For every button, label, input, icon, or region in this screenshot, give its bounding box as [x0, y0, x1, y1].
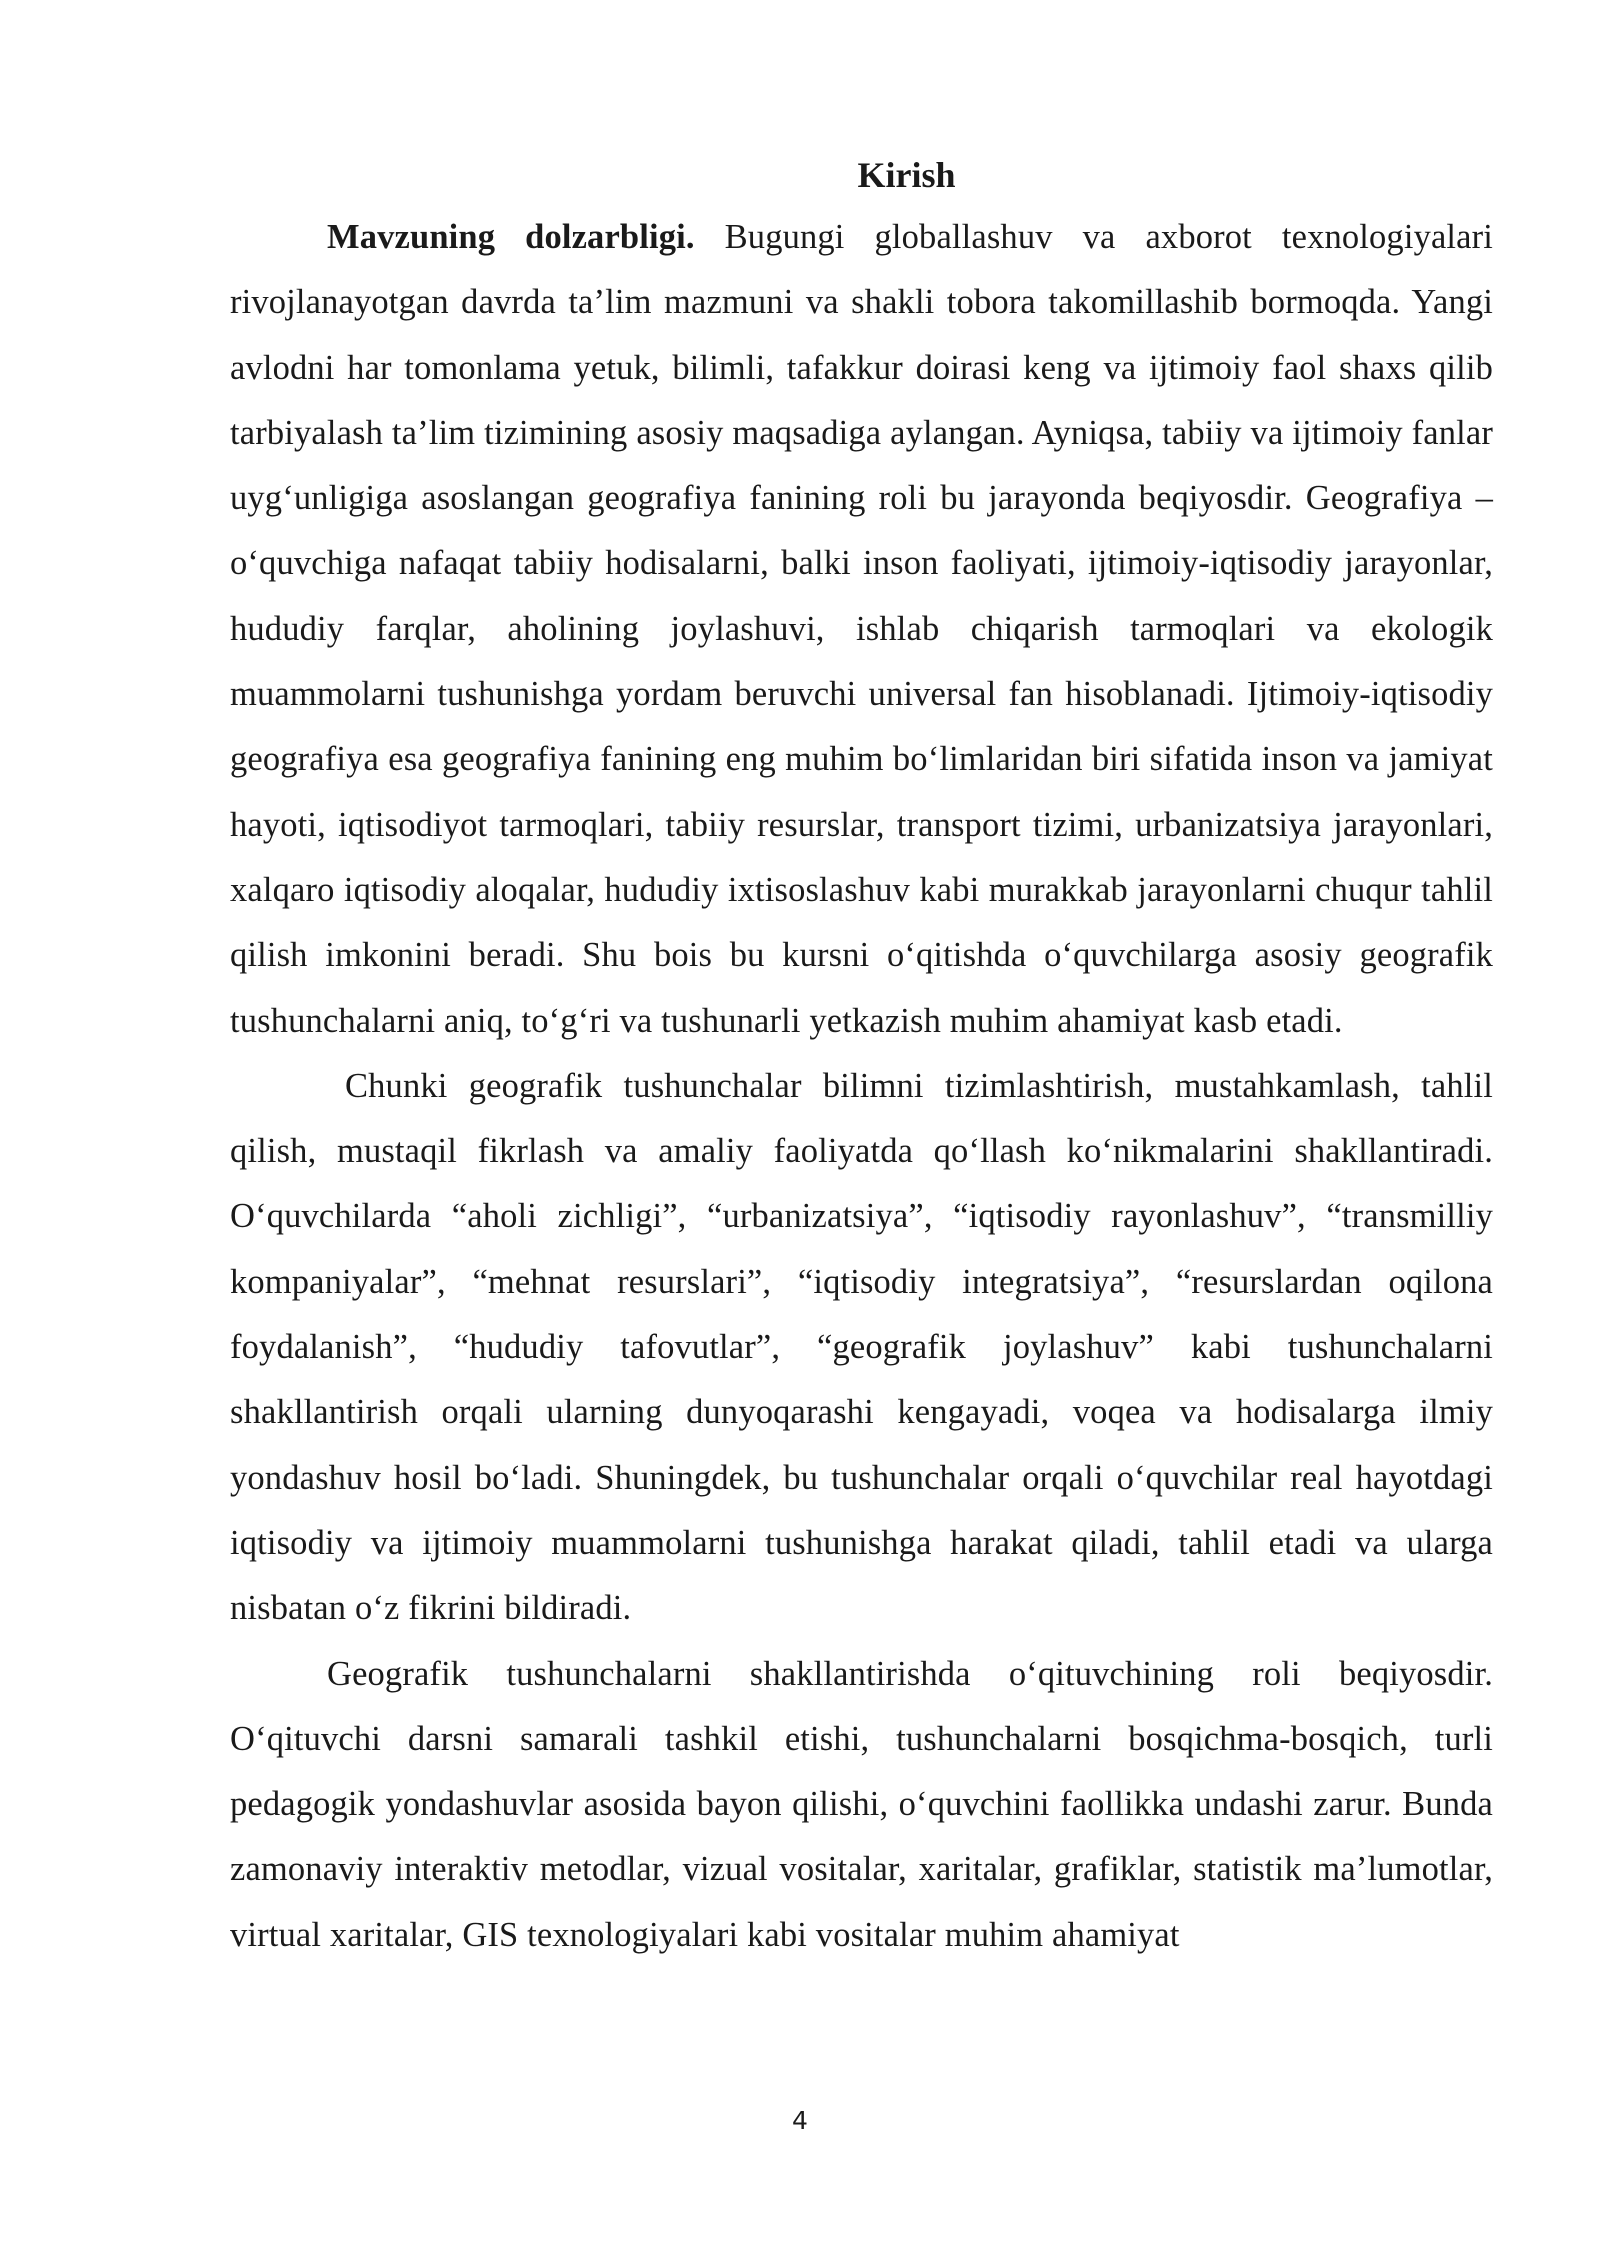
page-number: 4 [792, 2106, 808, 2135]
paragraph-concepts: Chunki geografik tushunchalar bilimni tizimlashtirish, mustahkamlash, tahlil qilish, mustaqil fikrlash va amaliy faoliyatda qo‘llash ko‘nikmalarini shakllantiradi. O‘quvchilarda “aholi zichligi”, “urbanizatsiya”, “iqtisodiy rayonlashuv”, “transmilliy kompaniyalar”, “mehnat resurslari”, “iqtisodiy integratsiya”, “resurslardan oqilona foydalanish”, “hududiy tafovutlar”, “geografik joylashuv” kabi tushunchalarni shakllantirish orqali ularning dunyoqarashi kengayadi, voqea va hodisalarga ilmiy yondashuv hosil bo‘ladi. Shuningdek, bu tushunchalar orqali o‘quvchilar real hayotdagi iqtisodiy va ijtimoiy muammolarni tushunishga harakat qiladi, tahlil etadi va ularga nisbatan o‘z fikrini bildiradi. [230, 1066, 1493, 1628]
page-content [230, 145, 1493, 1968]
paragraph-relevance [230, 205, 1493, 1054]
paragraph-teacher-role: Geografik tushunchalarni shakllantirishda o‘qituvchining roli beqiyosdir. O‘qituvchi darsni samarali tashkil etishi, tushunchalarni bosqichma-bosqich, turli pedagogik yondashuvlar asosida bayon qilishi, o‘quvchini faollikka undashi zarur. Bunda zamonaviy interaktiv metodlar, vizual vositalar, xaritalar, grafiklar, statistik ma’lumotlar, virtual xaritalar, GIS texnologiyalari kabi vositalar muhim ahamiyat [230, 1654, 1493, 1954]
paragraph-lead: Mavzuning dolzarbligi. [327, 218, 695, 256]
paragraph-text: Bugungi globallashuv va axborot texnologiyalari rivojlanayotgan davrda ta’lim mazmuni va shakli tobora takomillashib bormoqda. Yangi avlodni har tomonlama yetuk, bilimli, tafakkur doirasi keng va ijtimoiy faol shaxs qilib tarbiyalash ta’lim tizimining asosiy maqsadiga aylangan. Ayniqsa, tabiiy va ijtimoiy fanlar uyg‘unligiga asoslangan geografiya fanining roli bu jarayonda beqiyosdir. Geografiya – o‘quvchiga nafaqat tabiiy hodisalarni, balki inson faoliyati, ijtimoiy-iqtisodiy jarayonlar, hududiy farqlar, aholining joylashuvi, ishlab chiqarish tarmoqlari va ekologik muammolarni tushunishga yordam beruvchi universal fan hisoblanadi. Ijtimoiy-iqtisodiy geografiya esa geografiya fanining eng muhim bo‘limlaridan biri sifatida inson va jamiyat hayoti, iqtisodiyot tarmoqlari, tabiiy resurslar, transport tizimi, urbanizatsiya jarayonlari, xalqaro iqtisodiy aloqalar, hududiy ixtisoslashuv kabi murakkab jarayonlarni chuqur tahlil qilish imkonini beradi. Shu bois bu kursni o‘qitishda o‘quvchilarga asosiy geografik tushunchalarni aniq, to‘g‘ri va tushunarli yetkazish muhim ahamiyat kasb etadi. [230, 218, 1494, 1040]
section-heading: Kirish [857, 155, 956, 195]
